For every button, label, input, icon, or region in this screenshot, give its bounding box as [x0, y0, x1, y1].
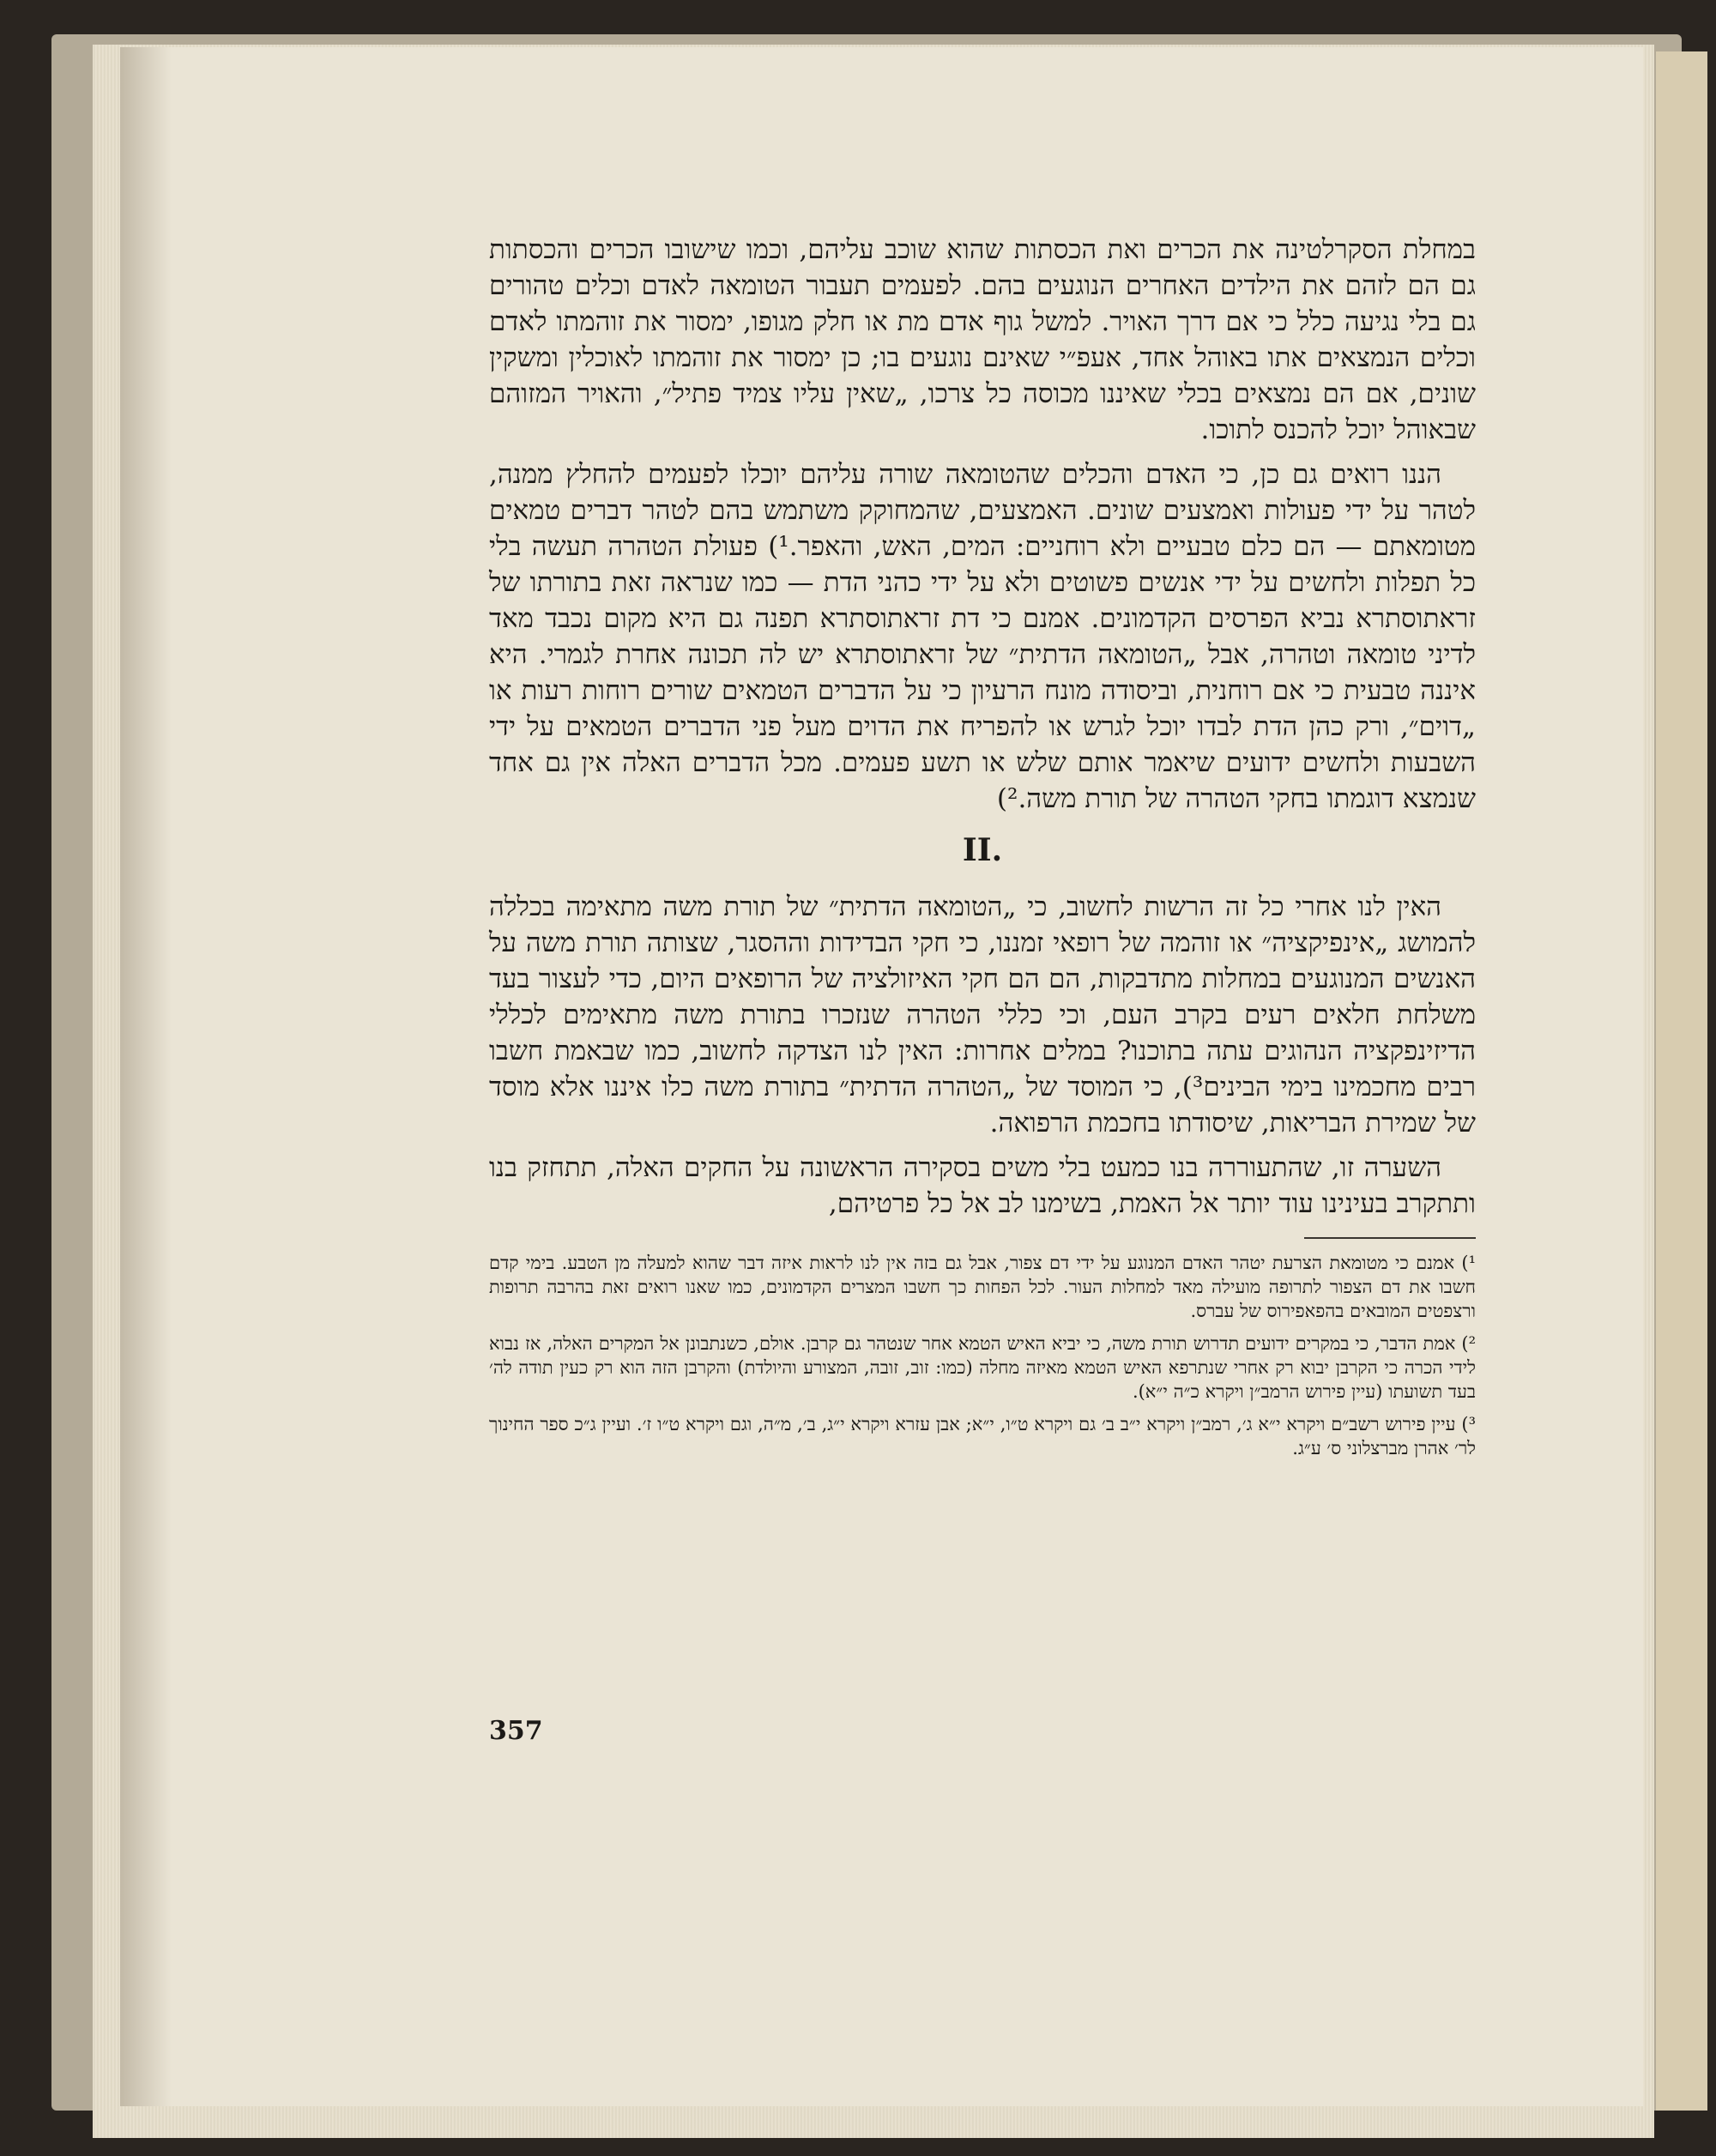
main-text-block	[489, 232, 1476, 1469]
paragraph: האין לנו אחרי כל זה הרשות לחשוב, כי „הטומאה הדתית״ של תורת משה מתאימה בכללה להמושג „אינפיקציה״ או זוהמה של רופאי זמננו, כי חקי הבדידות וההסגר, שצותה תורת משה על האנשים המנוגעים במחלות מתדבקות, הם הם חקי האיזולציה של הרופאים היום, כדי לעצור בעד משלחת חלאים רעים בקרב העם, וכי כללי הטהרה שנזכרו בתורת משה מתאימים לכללי הדיזינפקציה הנהוגים עתה בתוכנו? במלים אחרות: האין לנו הצדקה לחשוב, כמו שבאמת חשבו רבים מחכמינו בימי הבינים³), כי המוסד של „הטהרה הדתית״ בתורת משה כלו איננו אלא מוסד של שמירת הבריאות, שיסודתו בחכמת הרפואה.	[489, 891, 1476, 1138]
paragraph: השערה זו, שהתעוררה בנו כמעט בלי משים בסקירה הראשונה על החקים האלה, תתחזק בנו ותתקרב בעינינו עוד יותר אל האמת, בשימנו לב אל כל פרטיהם,	[489, 1152, 1476, 1219]
next-book-edge	[1656, 51, 1707, 2111]
paragraph: הננו רואים גם כן, כי האדם והכלים שהטומאה שורה עליהם יוכלו לפעמים להחלץ ממנה, לטהר על ידי פעולות ואמצעים שונים. האמצעים, שהמחוקק משתמש בהם לטהר דברים טמאים מטומאתם — הם כלם טבעיים ולא רוחניים: המים, האש, והאפר.¹) פעולת הטהרה תעשה בלי כל תפלות ולחשים על ידי אנשים פשוטים ולא על ידי כהני הדת — כמו שנראה זאת בתורתו של זראתוסתרא נביא הפרסים הקדמונים. אמנם כי דת זראתוסתרא תפנה גם היא מקום נכבד מאד לדיני טומאה וטהרה, אבל „הטומאה הדתית״ של זראתוסתרא יש לה תכונה אחרת לגמרי. היא איננה טבעית כי אם רוחנית, וביסודה מונח הרעיון כי על הדברים הטמאים שורים רוחות רעות או „דוים״, ורק כהן הדת לבדו יוכל לגרש או להפריח את הדוים מעל פני הדברים הטמאים על ידי השבעות ולחשים ידועים שיאמר אותם שלש או תשע פעמים. מכל הדברים האלה אין גם אחד שנמצא דוגמתו בחקי הטהרה של תורת משה.²)	[489, 459, 1476, 814]
footnote: ²) אמת הדבר, כי במקרים ידועים תדרוש תורת משה, כי יביא האיש הטמא אחר שנטהר גם קרבן. אולם, כשנתבונן אל המקרים האלה, אז נבוא לידי הכרה כי הקרבן יבוא רק אחרי שנתרפא האיש הטמא מאיזה מחלה (כמו: זוב, זובה, המצורע והיולדת) והקרבן הזה הוא רק כעין תודה לה׳ בעד תשועתו (עיין פירוש הרמב״ן ויקרא כ״ה י״א).	[489, 1333, 1476, 1402]
page-number: 357	[489, 1716, 543, 1746]
gutter-shadow	[120, 47, 172, 2106]
footnote: ¹) אמנם כי מטומאת הצרעת יטהר האדם המנוגע על ידי דם צפור, אבל גם בזה אין לנו לראות איזה דבר שהוא למעלה מן הטבע. בימי קדם חשבו את דם הצפור לתרופה מועילה מאד למחלות העור. לכל הפחות כך חשבו המצרים הקדמונים, כמו שאנו רואים זאת בהרבה תרופות ורצפטים המובאים בהפאפירוס של עברס.	[489, 1253, 1476, 1321]
section-heading: II.	[962, 832, 1003, 868]
footnote-divider	[1304, 1237, 1476, 1239]
paragraph: במחלת הסקרלטינה את הכרים ואת הכסתות שהוא שוכב עליהם, וכמו שישובו הכרים והכסתות גם הם לזהם את הילדים האחרים הנוגעים בהם. לפעמים תעבור הטומאה לאדם וכלים טהורים גם בלי נגיעה כלל כי אם דרך האויר. למשל גוף אדם מת או חלק מגופו, ימסור את זוהמתו לאדם וכלים הנמצאים אתו באוהל אחד, אעפ״י שאינם נוגעים בו; כן ימסור את זוהמתו לאוכלין ומשקין שונים, אם הם נמצאים בכלי שאיננו מכוסה כל צרכו, „שאין עליו צמיד פתיל״, והאויר המזוהם שבאוהל יוכל להכנס לתוכו.	[489, 234, 1476, 445]
footnote: ³) עיין פירוש רשב״ם ויקרא י״א ג׳, רמב״ן ויקרא י״ב ב׳ גם ויקרא ט״ו, י״א; אבן עזרא ויקרא י״ג, ב׳, מ״ה, וגם ויקרא ט״ו ז׳. ועיין ג״כ ספר החינוך לר׳ אהרן מברצלוני ס׳ ע״ג.	[489, 1414, 1476, 1458]
